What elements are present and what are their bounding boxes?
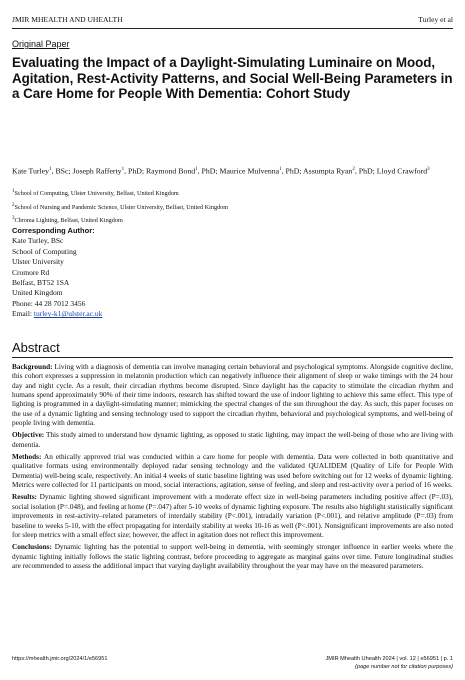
abstract-body bbox=[12, 363, 453, 574]
author-name: Assumpta Ryan bbox=[303, 166, 353, 176]
methods-label: Methods: bbox=[12, 453, 42, 462]
affiliation-text: School of Nursing and Pandemic Science, Ulster University, Belfast, United Kingdom bbox=[14, 203, 229, 211]
author-name: Joseph Rafferty bbox=[72, 166, 122, 176]
journal-name: JMIR MHEALTH AND UHEALTH bbox=[12, 15, 123, 24]
author-degree: , PhD; bbox=[197, 166, 220, 176]
running-head bbox=[12, 15, 453, 25]
corr-email-line bbox=[12, 309, 232, 319]
footer-citation: JMIR Mhealth Uhealth 2024 | vol. 12 | e56951 | p. 1 bbox=[325, 656, 453, 662]
abstract-results bbox=[12, 493, 453, 540]
author-name: Lloyd Crawford bbox=[376, 166, 428, 176]
objective-label: Objective: bbox=[12, 431, 45, 440]
author-affil-mark: 1 bbox=[49, 167, 52, 172]
affiliation-text: Chroma Lighting, Belfast, United Kingdom bbox=[14, 217, 123, 225]
corresponding-author bbox=[12, 226, 232, 320]
footer-citation-block bbox=[326, 655, 454, 671]
affiliation-mark: 3 bbox=[12, 216, 15, 222]
corr-line: Belfast, BT52 1SA bbox=[12, 278, 70, 288]
author-affil-mark: 1 bbox=[279, 167, 282, 172]
author-degree: , BSc; bbox=[51, 166, 73, 176]
affiliation-item bbox=[12, 213, 452, 227]
author-affil-mark: 1 bbox=[121, 167, 125, 172]
background-label: Background: bbox=[12, 363, 53, 371]
corr-line: Cromore Rd bbox=[12, 267, 50, 277]
author-list bbox=[12, 164, 454, 177]
author-degree: , PhD; bbox=[354, 166, 377, 176]
affiliation-mark: 1 bbox=[12, 189, 15, 194]
article-type: Original Paper bbox=[12, 39, 70, 49]
results-text: Dynamic lighting showed significant improvement with a moderate effect size in well-being parameters including positive affect (P=.03), social isolation (P=.048), and feeling at home (P=.047) after 5-10 weeks of dynamic lighting exposure. The results also highlight statistically significant improvements in rest-activity–related parameters of interdaily stability (P<.001), intradaily variation (P<.001), and relative amplitude (P=.03) from baseline to weeks 5-10, with the effect propagating for interdaily stability at weeks 10-16 as well (P<.001). Nonsignificant improvements are also noted for sleep metrics with a small effect size; however, the affect in agitation does not reflect this improvement. bbox=[12, 493, 453, 539]
running-authors: Turley et al bbox=[418, 15, 453, 24]
author-name: Raymond Bond bbox=[145, 166, 196, 176]
email-link[interactable]: turley-k1@ulster.ac.uk bbox=[33, 309, 103, 319]
abstract-heading: Abstract bbox=[12, 340, 60, 355]
abstract-background bbox=[12, 363, 453, 428]
abstract-methods bbox=[12, 453, 453, 490]
author-affil-mark: 2 bbox=[352, 167, 355, 172]
conclusions-text: Dynamic lighting has the potential to support well-being in dementia, with seemingly stronger influence in earlier weeks where the dynamic lighting initially follows the static lighting contrast, before proceeding to aggregate as marginal gains over time. Future longitudinal studies are recommended to assess the additional impact that varying daylight availability throughout the year may have on the measured parameters. bbox=[12, 543, 453, 570]
footer-url[interactable]: https://mhealth.jmir.org/2024/1/e56951 bbox=[12, 656, 108, 662]
affiliations bbox=[12, 186, 452, 227]
methods-text: An ethically approved trial was conducted within a care home for people with dementia. Data were collected in both quantitative and qualitative formats using environmentally deployed radar sensing technology and the validated QUALIDEM (Quality of Life for People With Dementia) well-being scale, respectively. An initial 4 weeks of static baseline lighting was used before switching out for 12 weeks of dynamic lighting. Metrics were collected for 11 participants on mood, social interactions, agitation, sense of feeling, and sleep and rest-activity over a period of 16 weeks. bbox=[12, 453, 453, 490]
corr-line: School of Computing bbox=[12, 246, 77, 256]
corr-line: Kate Turley, BSc bbox=[12, 236, 64, 246]
affiliation-mark: 2 bbox=[12, 202, 15, 208]
abstract-divider bbox=[12, 357, 453, 358]
author-degree: , PhD; bbox=[281, 166, 304, 176]
header-divider bbox=[12, 28, 453, 29]
affiliation-text: School of Computing, Ulster University, Belfast, United Kingdom bbox=[14, 190, 179, 198]
background-text: Living with a diagnosis of dementia can involve managing certain behavioral and psychological symptoms. Alongside cognitive decline, this cohort expresses a suppression in melatonin production which can negatively influence their alignment of sleep or wake timings with the 24 hour day and night cycle. As a result, their circadian rhythms become disrupted. Since daylight has the capacity to stimulate the circadian rhythm and humans spend approximately 90% of their time indoors, research has shifted toward the use of indoor lighting to achieve this same effect. This type of lighting is programmed in a daylight-simulating manner; mimicking the spectral changes of the sun throughout the day. As such, this paper focuses on the use of a dynamic lighting and sensing technology used to support the circadian rhythm, behavioral and psychological symptoms, and well-being of people living with dementia. bbox=[12, 363, 453, 428]
paper-title: Evaluating the Impact of a Daylight-Simulating Luminaire on Mood, Agitation, Rest-Activity Patterns, and Social Well-Being Parameters in a Care Home for People With Dementia: Cohort Study bbox=[12, 55, 453, 102]
abstract-conclusions bbox=[12, 543, 453, 571]
results-label: Results: bbox=[12, 493, 37, 502]
affiliation-item bbox=[12, 186, 452, 200]
conclusions-label: Conclusions: bbox=[12, 543, 52, 552]
affiliation-item bbox=[12, 200, 452, 214]
author-name: Maurice Mulvenna bbox=[219, 166, 280, 176]
objective-text: This study aimed to understand how dynamic lighting, as opposed to static lighting, may impact the well-being of those who are living with dementia. bbox=[12, 431, 453, 449]
author-name: Kate Turley bbox=[12, 166, 50, 176]
corr-line: Phone: 44 28 7012 3456 bbox=[12, 298, 86, 308]
footer-note: (page number not for citation purposes) bbox=[355, 664, 453, 670]
author-degree: , PhD; bbox=[124, 166, 146, 176]
author-affil-mark: 3 bbox=[427, 167, 430, 172]
corresponding-heading: Corresponding Author: bbox=[12, 226, 95, 235]
abstract-objective bbox=[12, 431, 453, 450]
corr-line: Ulster University bbox=[12, 257, 64, 267]
corr-line: United Kingdom bbox=[12, 288, 63, 298]
author-affil-mark: 1 bbox=[195, 167, 198, 172]
email-label: Email: bbox=[12, 309, 34, 319]
